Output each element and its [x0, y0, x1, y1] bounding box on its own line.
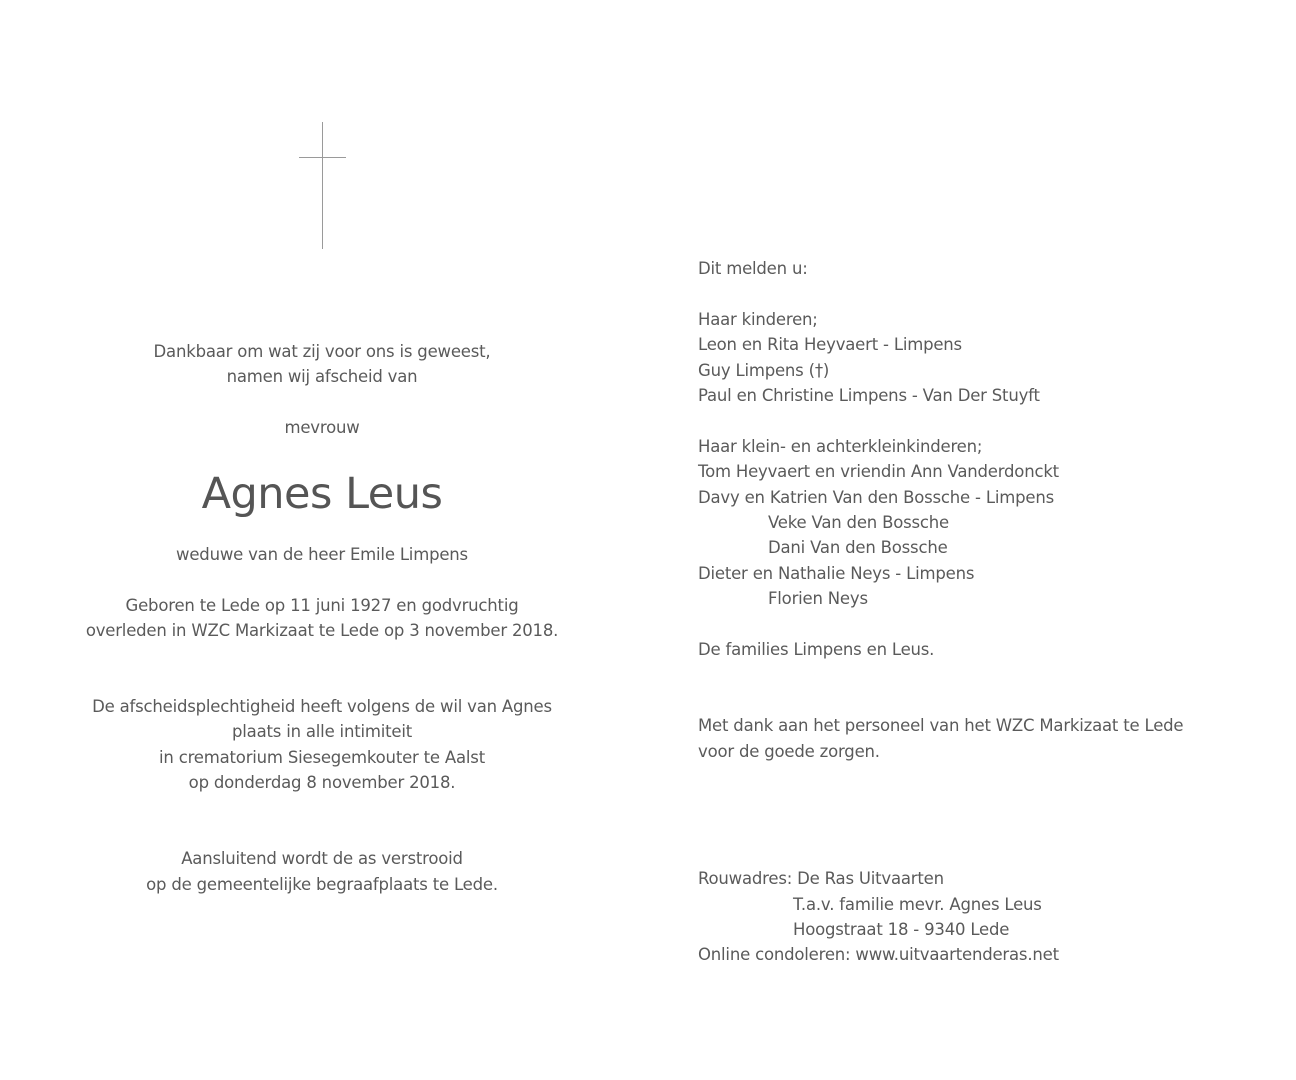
cross-horizontal-bar [299, 157, 346, 158]
ceremony-line-2: plaats in alle intimiteit [232, 722, 412, 741]
child-item: Guy Limpens (†) [698, 361, 830, 380]
ashes-line-1: Aansluitend wordt de as verstrooid [181, 849, 463, 868]
announcement: Dit melden u: [698, 259, 808, 278]
cross-vertical-bar [322, 122, 323, 249]
grandchild-item: Dieter en Nathalie Neys - Limpens [698, 564, 975, 583]
intro-line-1: Dankbaar om wat zij voor ons is geweest, [153, 342, 491, 361]
child-item: Paul en Christine Limpens - Van Der Stuyft [698, 386, 1040, 405]
great-grandchild-item: Veke Van den Bossche [768, 513, 949, 532]
great-grandchild-item: Florien Neys [768, 589, 868, 608]
died-line: overleden in WZC Markizaat te Lede op 3 november 2018. [85, 621, 559, 640]
grandchildren-heading: Haar klein- en achterkleinkinderen; [698, 437, 983, 456]
widow-of-line: weduwe van de heer Emile Limpens [176, 545, 468, 564]
online-condolence-line: Online condoleren: www.uitvaartenderas.net [698, 945, 1059, 964]
ceremony-line-3: in crematorium Siesegemkouter te Aalst [159, 748, 485, 767]
thanks-line-2: voor de goede zorgen. [698, 742, 880, 761]
child-item: Leon en Rita Heyvaert - Limpens [698, 335, 962, 354]
families-line: De families Limpens en Leus. [698, 640, 935, 659]
intro-line-2: namen wij afscheid van [226, 367, 418, 386]
great-grandchild-item: Dani Van den Bossche [768, 538, 948, 557]
born-line: Geboren te Lede op 11 juni 1927 en godvruchtig [125, 596, 519, 615]
mourning-address-label: Rouwadres: De Ras Uitvaarten [698, 869, 944, 888]
ashes-line-2: op de gemeentelijke begraafplaats te Lede. [146, 875, 498, 894]
children-heading: Haar kinderen; [698, 310, 818, 329]
mourning-address-line-2: T.a.v. familie mevr. Agnes Leus [793, 895, 1042, 914]
deceased-title: mevrouw [284, 418, 360, 437]
grandchild-item: Davy en Katrien Van den Bossche - Limpens [698, 488, 1054, 507]
deceased-name: Agnes Leus [201, 469, 443, 519]
mourning-address-line-3: Hoogstraat 18 - 9340 Lede [793, 920, 1010, 939]
ceremony-line-4: op donderdag 8 november 2018. [188, 773, 456, 792]
ceremony-line-1: De afscheidsplechtigheid heeft volgens de wil van Agnes [92, 697, 552, 716]
thanks-line-1: Met dank aan het personeel van het WZC Markizaat te Lede [698, 716, 1184, 735]
grandchild-item: Tom Heyvaert en vriendin Ann Vanderdonckt [698, 462, 1059, 481]
